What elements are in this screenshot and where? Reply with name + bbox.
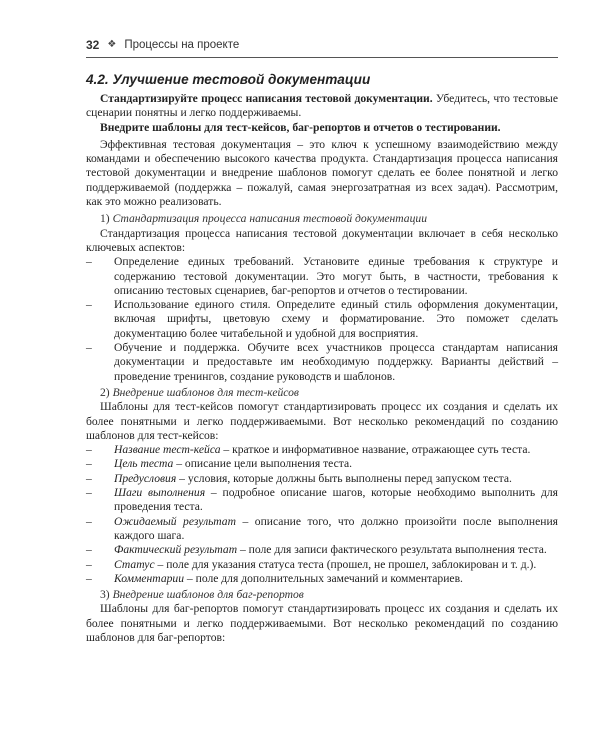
list-item [86,457,558,471]
page-number: 32 [86,37,100,52]
item-term: Название тест-кейса [114,443,221,457]
chapter-title: Процессы на проекте [124,38,240,51]
item-term: Комментарии [114,571,185,585]
part-2-list [86,443,558,586]
part-2-number: 2) [100,385,110,399]
lead-paragraph-1 [86,92,558,121]
part-1-heading [100,212,558,226]
list-item [86,515,558,544]
lead-1-rest: Убедитесь, что тестовые сценарии понятны и легко поддерживаемы. [86,92,558,120]
list-item [86,443,558,457]
part-1-intro: Стандартизация процесса написания тестовой документации включает в себя несколько ключевых аспектов: [86,226,558,254]
item-term: Цель теста [114,457,174,471]
part-3-number: 3) [100,588,110,602]
item-text: – подробное описание шагов, которые необходимо выполнить для проведения теста. [114,486,559,514]
item-text: – описание того, что должно произойти после выполнения каждого шага. [114,514,558,542]
item-text: – поле для записи фактического результата выполнения теста. [237,543,547,557]
lead-paragraph-2: Внедрите шаблоны для тест-кейсов, баг-репортов и отчетов о тестировании. [100,120,501,134]
section-title: 4.2. Улучшение тестовой документации [86,72,371,87]
part-1-number: 1) [100,212,110,226]
list-item [86,572,558,586]
part-1-list [86,255,558,384]
item-term: Ожидаемый результат [114,514,236,528]
part-2-heading [100,386,558,400]
item-term: Статус [114,557,155,571]
part-1-title: Стандартизация процесса написания тестовой документации [112,212,427,226]
diamond-ornament-icon: ❖ [107,38,117,50]
item-text: – описание цели выполнения теста. [173,457,353,471]
list-item [86,472,558,486]
part-2-title: Внедрение шаблонов для тест-кейсов [112,385,299,399]
part-3-intro: Шаблоны для баг-репортов помогут стандартизировать процесс их создания и сделать их более понятными и легко поддерживаемыми. Вот несколько рекомендаций по созданию шаблонов для баг-репортов: [86,602,558,644]
lead-1-bold: Стандартизируйте процесс написания тестовой документации. [100,92,433,105]
part-3-title: Внедрение шаблонов для баг-репортов [112,588,304,602]
list-item [86,486,558,515]
item-term: Шаги выполнения [114,486,206,500]
part-2-intro: Шаблоны для тест-кейсов помогут стандартизировать процесс их создания и сделать их более понятными и легко поддерживаемыми. Вот несколько рекомендаций по созданию шаблонов для тест-кейсов: [86,400,558,442]
item-text: – поле для дополнительных замечаний и комментариев. [184,571,463,585]
list-item: – Использование единого стиля. Определите единый стиль оформления документации, включая шрифты, цветовую схему и форматирование. Это поможет сделать документацию более читабельной и удобной для восприятия. [86,298,558,341]
intro-paragraph: Эффективная тестовая документация – это ключ к успешному взаимодействию между командами и обеспечению высокого качества продукта. Стандартизация процесса написания тестовой документации и внедрение шаблонов помогут сделать ее более понятной и легко поддерживаемой (поддержка – пожалуй, самая энергозатратная из всех задач). Рассмотрим, как это можно реализовать. [86,137,558,209]
part-3-heading [100,588,558,602]
item-term: Фактический результат [114,543,238,557]
list-item: – Определение единых требований. Установите единые требования к структуре и содержанию тестовой документации. Это могут быть, в частности, требования к описанию тестовых сценариев, баг-репортов и отчетов о тестировании. [86,255,558,298]
item-text: – поле для указания статуса теста (прошел, не прошел, заблокирован и т. д.). [154,557,537,571]
item-text: – условия, которые должны быть выполнены перед запуском теста. [176,471,512,485]
running-header [86,37,558,58]
item-text: – краткое и информативное название, отражающее суть теста. [220,443,531,457]
item-term: Предусловия [114,471,177,485]
list-item [86,558,558,572]
list-item: – Обучение и поддержка. Обучите всех участников процесса стандартам написания документации и предоставьте им необходимую поддержку. Варианты действий – проведение тренингов, создание руководств и шаблонов. [86,341,558,384]
list-item [86,543,558,557]
